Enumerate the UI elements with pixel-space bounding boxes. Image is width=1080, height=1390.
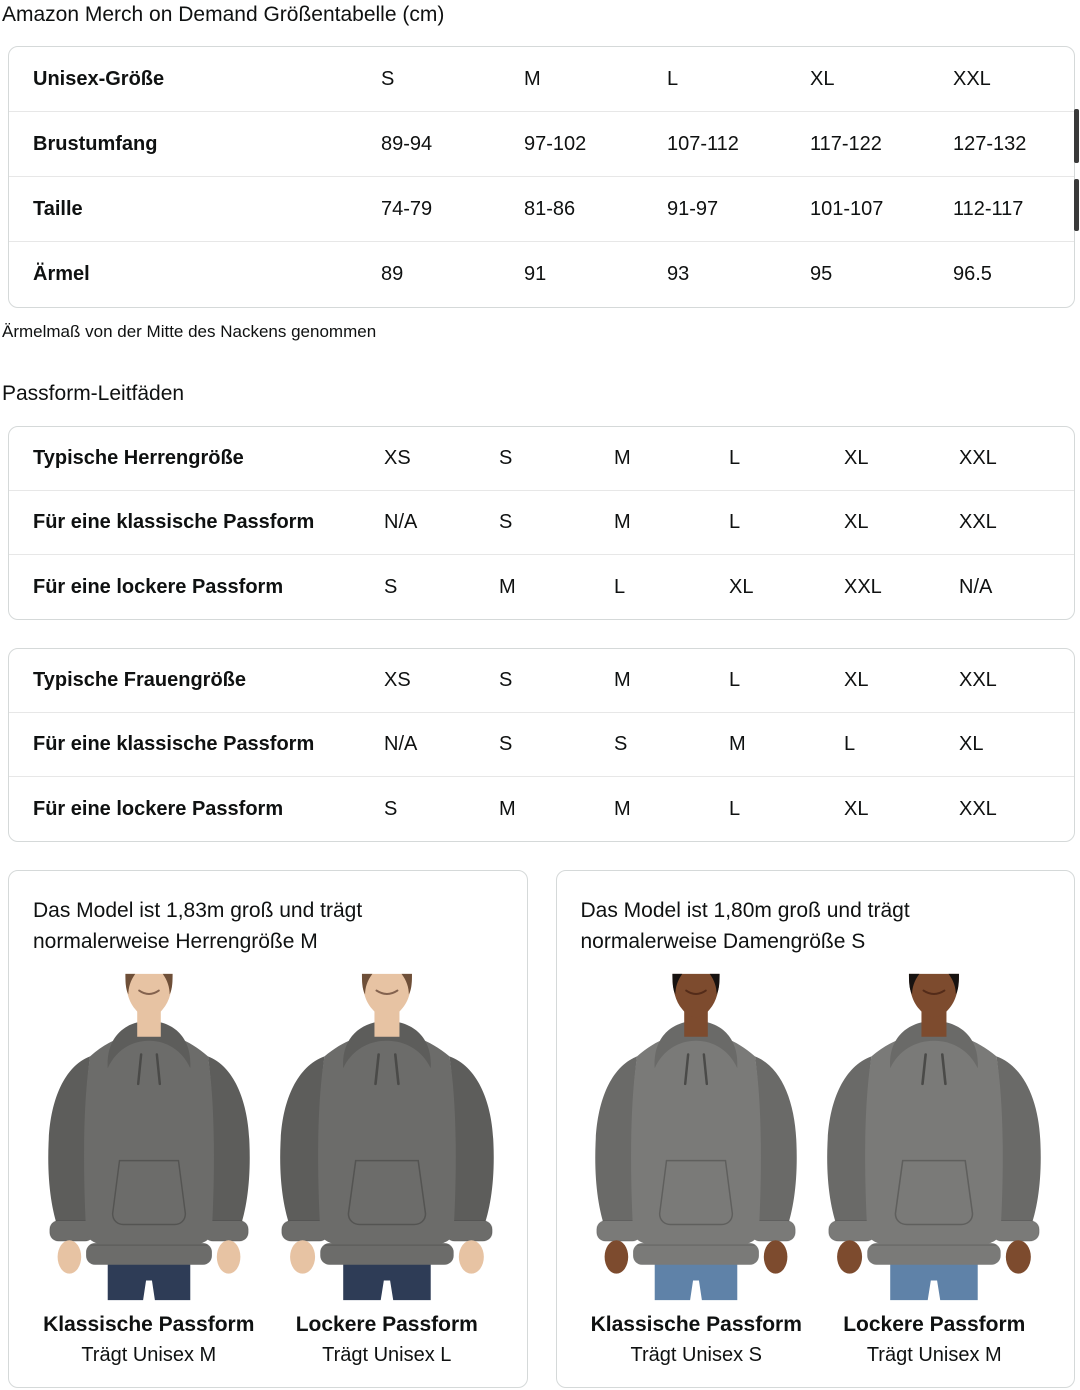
page-title: Amazon Merch on Demand Größentabelle (cm) <box>2 3 445 26</box>
measure-cell: 74-79 <box>381 197 433 220</box>
size-table-header-label: Unisex-Größe <box>33 67 165 90</box>
measure-cell: 81-86 <box>524 197 576 220</box>
measure-cell: 107-112 <box>667 132 739 155</box>
fit-cell: M <box>499 575 516 598</box>
model-cards-row <box>8 870 1075 1388</box>
row-label: Taille <box>33 197 83 220</box>
fit-cell: M <box>614 447 631 469</box>
fit-cell: N/A <box>384 511 418 533</box>
fit-cell: M <box>614 797 631 820</box>
size-caption: Trägt Unisex M <box>866 1344 1002 1366</box>
row-label: Brustumfang <box>33 132 158 155</box>
fit-cell: M <box>614 669 631 691</box>
model-photo-loose-fit-women <box>820 971 1048 1303</box>
measure-cell: 95 <box>810 263 833 285</box>
fit-cell: L <box>729 511 741 533</box>
model-photo-classic-fit-men <box>35 971 263 1303</box>
row-label: Für eine lockere Passform <box>33 797 284 820</box>
hoodie-model-illustration <box>582 971 810 1303</box>
fit-cell: S <box>499 733 513 755</box>
fit-cell: XS <box>384 447 411 469</box>
hoodie-model-illustration <box>820 971 1048 1303</box>
fit-cell: XL <box>844 511 869 533</box>
row-label: Für eine lockere Passform <box>33 575 284 598</box>
measure-cell: 101-107 <box>810 197 884 220</box>
row-label: Für eine klassische Passform <box>33 511 315 533</box>
fit-cell: L <box>729 669 741 691</box>
model-photo-loose-fit-men <box>273 971 501 1303</box>
womens-model-card <box>556 870 1076 1388</box>
table-row-sleeve <box>9 242 1074 307</box>
horizontal-scrollbar-thumb[interactable] <box>1074 109 1079 163</box>
fit-cell: S <box>499 669 513 691</box>
fit-cell: M <box>729 733 746 755</box>
measure-cell: 96.5 <box>953 263 992 285</box>
fit-cell: L <box>614 575 626 598</box>
model-figure-classic <box>582 971 810 1367</box>
model-figure-loose <box>820 971 1048 1367</box>
size-table-header-row <box>9 47 1074 112</box>
measure-cell: 89-94 <box>381 132 433 155</box>
measure-cell: 97-102 <box>524 132 587 155</box>
table-row-chest <box>9 112 1074 177</box>
row-label: Typische Frauengröße <box>33 669 247 691</box>
model-description: Das Model ist 1,80m groß und trägt normalerweise Damengröße S <box>580 899 910 953</box>
mens-model-card <box>8 870 528 1388</box>
fit-cell: L <box>729 797 741 820</box>
fit-cell: XXL <box>959 447 997 469</box>
fit-caption: Lockere Passform <box>295 1313 478 1336</box>
fit-cell: XL <box>729 575 754 598</box>
fit-cell: S <box>614 733 628 755</box>
size-col-header: XXL <box>953 67 991 90</box>
fit-cell: M <box>499 797 516 820</box>
sleeve-measure-note: Ärmelmaß von der Mitte des Nackens genommen <box>2 322 377 341</box>
horizontal-scrollbar-thumb[interactable] <box>1074 179 1079 231</box>
womens-fit-table <box>8 648 1075 842</box>
size-caption: Trägt Unisex M <box>81 1344 217 1366</box>
measure-cell: 127-132 <box>953 132 1027 155</box>
measure-cell: 89 <box>381 263 404 285</box>
fit-row <box>9 427 1074 491</box>
fit-row <box>9 777 1074 841</box>
fit-cell: XXL <box>959 669 997 691</box>
fit-cell: N/A <box>384 733 418 755</box>
size-col-header: S <box>381 67 395 90</box>
fit-cell: S <box>384 575 398 598</box>
fit-cell: XL <box>844 447 869 469</box>
model-photos <box>581 971 1051 1367</box>
size-col-header: M <box>524 67 541 90</box>
fit-cell: XXL <box>959 797 997 820</box>
measure-cell: 91-97 <box>667 197 719 220</box>
fit-cell: XL <box>844 669 869 691</box>
row-label: Für eine klassische Passform <box>33 733 315 755</box>
model-figure-loose <box>273 971 501 1367</box>
fit-cell: XXL <box>844 575 882 598</box>
fit-guides-heading: Passform-Leitfäden <box>2 382 185 405</box>
fit-cell: S <box>499 511 513 533</box>
mens-fit-table <box>8 426 1075 620</box>
fit-cell: XXL <box>959 511 997 533</box>
fit-cell: S <box>384 797 398 820</box>
fit-cell: S <box>499 447 513 469</box>
row-label: Ärmel <box>33 263 90 285</box>
measure-cell: 112-117 <box>953 197 1024 220</box>
measure-cell: 91 <box>524 263 547 285</box>
fit-cell: XS <box>384 669 411 691</box>
unisex-size-table <box>8 46 1075 308</box>
model-description: Das Model ist 1,83m groß und trägt normalerweise Herrengröße M <box>33 899 363 953</box>
fit-cell: L <box>729 447 741 469</box>
fit-cell: L <box>844 733 856 755</box>
size-caption: Trägt Unisex S <box>630 1344 763 1366</box>
fit-row <box>9 555 1074 619</box>
fit-row <box>9 713 1074 777</box>
model-photos <box>33 971 503 1367</box>
row-label: Typische Herrengröße <box>33 447 244 469</box>
measure-cell: 117-122 <box>810 132 882 155</box>
fit-cell: N/A <box>959 575 993 598</box>
size-col-header: L <box>667 67 679 90</box>
size-col-header: XL <box>810 67 835 90</box>
model-photo-classic-fit-women <box>582 971 810 1303</box>
fit-cell: XL <box>844 797 869 820</box>
fit-cell: M <box>614 511 631 533</box>
fit-row <box>9 491 1074 555</box>
fit-caption: Klassische Passform <box>43 1313 255 1336</box>
model-figure-classic <box>35 971 263 1367</box>
size-chart-page <box>0 2 1080 1390</box>
hoodie-model-illustration <box>35 971 263 1303</box>
hoodie-model-illustration <box>273 971 501 1303</box>
measure-cell: 93 <box>667 263 690 285</box>
size-caption: Trägt Unisex L <box>322 1344 452 1366</box>
table-row-waist <box>9 177 1074 242</box>
fit-caption: Klassische Passform <box>590 1313 802 1336</box>
fit-cell: XL <box>959 733 984 755</box>
fit-row <box>9 649 1074 713</box>
fit-caption: Lockere Passform <box>843 1313 1026 1336</box>
